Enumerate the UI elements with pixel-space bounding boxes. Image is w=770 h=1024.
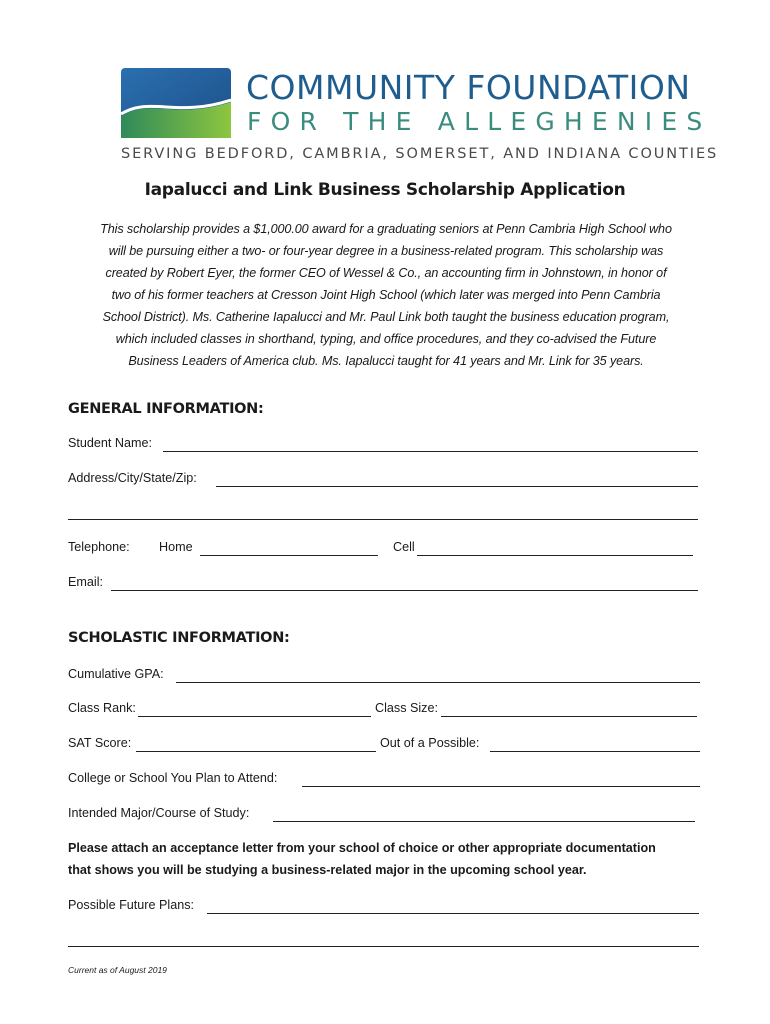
future-plans-label: Possible Future Plans: bbox=[68, 898, 194, 912]
class-rank-label: Class Rank: bbox=[68, 701, 136, 715]
email-field[interactable] bbox=[111, 590, 698, 591]
major-label: Intended Major/Course of Study: bbox=[68, 806, 250, 820]
address-label: Address/City/State/Zip: bbox=[68, 471, 197, 485]
future-plans-field[interactable] bbox=[207, 913, 699, 914]
home-phone-label: Home bbox=[159, 540, 193, 554]
intro-line: This scholarship provides a $1,000.00 award for a graduating seniors at Penn Cambria High School who bbox=[100, 222, 672, 236]
sat-score-field[interactable] bbox=[136, 751, 376, 752]
scholastic-info-heading: SCHOLASTIC INFORMATION: bbox=[68, 630, 290, 646]
college-field[interactable] bbox=[302, 786, 700, 787]
foundation-logo-icon bbox=[121, 68, 231, 138]
home-phone-field[interactable] bbox=[200, 555, 378, 556]
intro-paragraph bbox=[66, 218, 706, 372]
intro-line: two of his former teachers at Cresson Joint High School (which later was merged into Penn Cambria bbox=[111, 288, 661, 302]
out-of-possible-label: Out of a Possible: bbox=[380, 736, 480, 750]
student-name-field[interactable] bbox=[163, 451, 698, 452]
gpa-label: Cumulative GPA: bbox=[68, 667, 164, 681]
class-size-label: Class Size: bbox=[375, 701, 438, 715]
cell-phone-label: Cell bbox=[393, 540, 415, 554]
class-rank-field[interactable] bbox=[138, 716, 371, 717]
org-name-line2: FOR THE ALLEGHENIES bbox=[247, 107, 712, 136]
address-field[interactable] bbox=[216, 486, 698, 487]
attachment-note bbox=[68, 837, 708, 881]
gpa-field[interactable] bbox=[176, 682, 700, 683]
attachment-note-line: that shows you will be studying a business-related major in the upcoming school year. bbox=[68, 863, 587, 877]
address-field-line2[interactable] bbox=[68, 519, 698, 520]
college-label: College or School You Plan to Attend: bbox=[68, 771, 278, 785]
sat-score-label: SAT Score: bbox=[68, 736, 132, 750]
intro-line: will be pursuing either a two- or four-year degree in a business-related program. This scholarship was bbox=[108, 244, 664, 258]
attachment-note-line: Please attach an acceptance letter from your school of choice or other appropriate documentation bbox=[68, 841, 656, 855]
class-size-field[interactable] bbox=[441, 716, 697, 717]
org-name-line1: COMMUNITY FOUNDATION bbox=[246, 68, 691, 107]
cell-phone-field[interactable] bbox=[417, 555, 693, 556]
page-title: Iapalucci and Link Business Scholarship Application bbox=[144, 180, 626, 200]
footer-date: Current as of August 2019 bbox=[68, 965, 167, 975]
student-name-label: Student Name: bbox=[68, 436, 153, 450]
major-field[interactable] bbox=[273, 821, 695, 822]
intro-line: created by Robert Eyer, the former CEO of Wessel & Co., an accounting firm in Johnstown, in honor of bbox=[105, 266, 667, 280]
serving-counties: SERVING BEDFORD, CAMBRIA, SOMERSET, AND INDIANA COUNTIES bbox=[121, 146, 719, 162]
intro-line: Business Leaders of America club. Ms. Iapalucci taught for 41 years and Mr. Link for 35 years. bbox=[128, 354, 644, 368]
email-label: Email: bbox=[68, 575, 103, 589]
intro-line: which included classes in shorthand, typing, and office procedures, and they co-advised the Future bbox=[115, 332, 657, 346]
telephone-label: Telephone: bbox=[68, 540, 130, 554]
future-plans-field-line2[interactable] bbox=[68, 946, 699, 947]
out-of-possible-field[interactable] bbox=[490, 751, 700, 752]
intro-line: School District). Ms. Catherine Iapalucci and Mr. Paul Link both taught the business education program, bbox=[102, 310, 670, 324]
general-info-heading: GENERAL INFORMATION: bbox=[68, 401, 264, 417]
